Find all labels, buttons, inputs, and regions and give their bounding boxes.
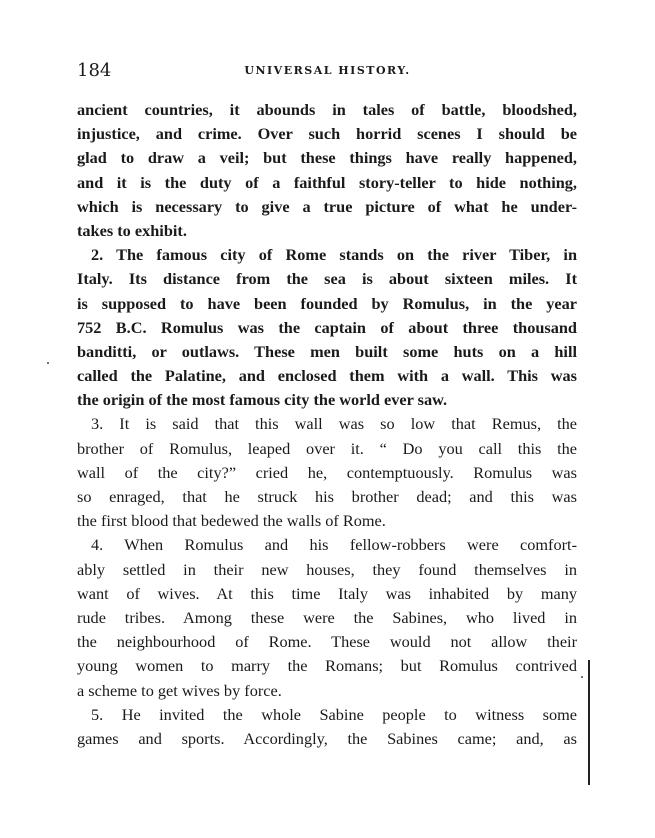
- scan-edge-mark: [588, 660, 590, 785]
- paragraph-2-start: 2. The famous city of Rome stands on the river Tiber, in: [91, 245, 577, 265]
- text-line: injustice, and crime. Over such horrid scenes I should be: [77, 124, 577, 144]
- page-number: 184: [77, 60, 112, 81]
- text-line: a scheme to get wives by force.: [77, 680, 282, 700]
- text-line: 752 B.C. Romulus was the captain of about three thousand: [77, 317, 577, 337]
- text-line: takes to exhibit.: [77, 220, 187, 240]
- text-line: young women to marry the Romans; but Romulus contrived: [77, 656, 577, 676]
- text-line: glad to draw a veil; but these things have really happened,: [77, 148, 577, 168]
- text-line: the first blood that bedewed the walls of Rome.: [77, 511, 386, 531]
- text-line: banditti, or outlaws. These men built some huts on a hill: [77, 341, 577, 361]
- text-line: games and sports. Accordingly, the Sabines came; and, as: [77, 728, 577, 748]
- text-line: called the Palatine, and enclosed them with a wall. This was: [77, 366, 577, 386]
- text-line: ancient countries, it abounds in tales of battle, bloodshed,: [77, 100, 577, 119]
- text-line: the neighbourhood of Rome. These would not allow their: [77, 632, 577, 652]
- paragraph-5-start: 5. He invited the whole Sabine people to witness some: [91, 704, 577, 724]
- text-line: is supposed to have been founded by Romulus, in the year: [77, 293, 577, 313]
- scan-speck: [581, 676, 583, 678]
- paragraph-3-start: 3. It is said that this wall was so low that Remus, the: [91, 414, 577, 434]
- text-line: the origin of the most famous city the world ever saw.: [77, 390, 448, 410]
- text-line: Italy. Its distance from the sea is about sixteen miles. It: [77, 269, 577, 289]
- text-line: want of wives. At this time Italy was inhabited by many: [77, 583, 577, 603]
- text-line: wall of the city?” cried he, contemptuously. Romulus was: [77, 462, 577, 482]
- text-line: rude tribes. Among these were the Sabines, who lived in: [77, 607, 577, 627]
- body-text: [77, 98, 577, 751]
- text-line: and it is the duty of a faithful story-teller to hide nothing,: [77, 172, 577, 192]
- text-line: so enraged, that he struck his brother dead; and this was: [77, 487, 577, 506]
- text-line: which is necessary to give a true picture of what he under-: [77, 196, 577, 216]
- scan-speck: [47, 362, 49, 364]
- paragraph-4-start: 4. When Romulus and his fellow-robbers were comfort-: [91, 535, 577, 555]
- text-line: ably settled in their new houses, they found themselves in: [77, 559, 577, 579]
- running-head: UNIVERSAL HISTORY.: [244, 64, 411, 77]
- text-line: brother of Romulus, leaped over it. “ Do you call this the: [77, 438, 577, 458]
